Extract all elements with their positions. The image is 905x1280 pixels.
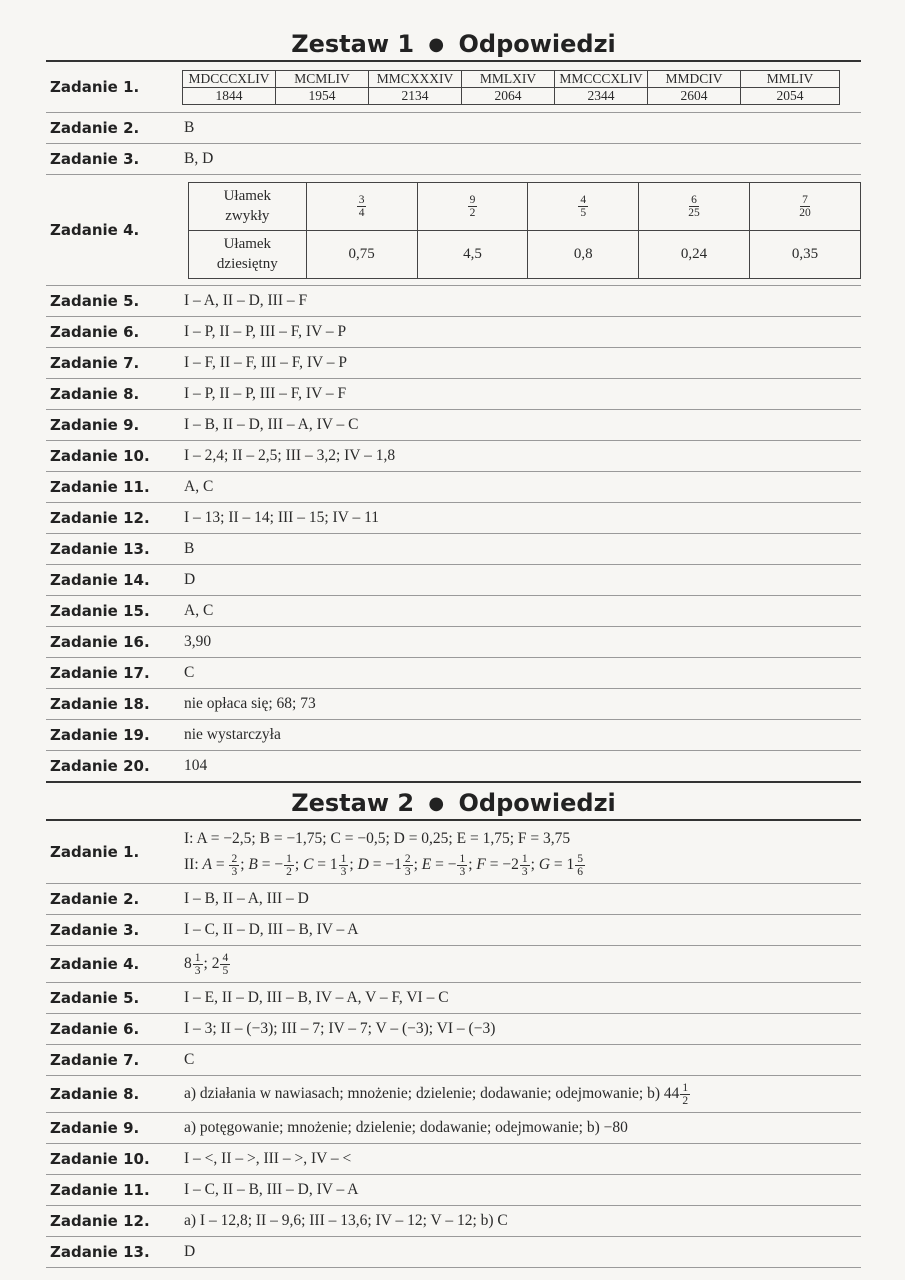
header-line: dziesiętny xyxy=(216,256,278,272)
task-answer: I – 3; II – (−3); III – 7; IV – 7; V – (−3); VI – (−3) xyxy=(184,1020,496,1037)
numerator: 1 xyxy=(340,852,347,865)
roman-row xyxy=(183,70,840,87)
task-label: Zadanie 7. xyxy=(50,354,140,372)
denominator: 2 xyxy=(682,1094,689,1107)
numerator: 7 xyxy=(802,193,808,206)
roman-cell: MMCCCXLIV xyxy=(555,70,648,87)
arabic-cell: 1954 xyxy=(276,87,369,104)
set2-task9-row xyxy=(46,1113,861,1144)
task-label: Zadanie 2. xyxy=(50,890,140,908)
numerator: 1 xyxy=(459,852,466,865)
denominator: 20 xyxy=(799,206,811,219)
task-answer: B xyxy=(184,119,195,136)
fraction xyxy=(575,853,585,878)
set2-task8-row xyxy=(46,1076,861,1113)
variable-name: E xyxy=(421,856,432,873)
fraction xyxy=(403,853,413,878)
set1-task7-row xyxy=(46,348,861,379)
task-answer: B xyxy=(184,540,195,557)
set2-task2-row xyxy=(46,884,861,915)
row-header xyxy=(189,182,307,230)
numerator: 5 xyxy=(577,852,584,865)
denominator: 2 xyxy=(469,206,476,219)
denominator: 3 xyxy=(194,964,201,977)
set1-task13-row xyxy=(46,534,861,565)
task-label: Zadanie 10. xyxy=(50,1150,150,1168)
whole-part: 2 xyxy=(211,954,220,972)
roman-cell: MDCCCXLIV xyxy=(183,70,276,87)
fraction-term: G = 1 $\frac{5}{6}$ xyxy=(538,852,584,878)
arabic-row xyxy=(183,87,840,104)
numerator: 4 xyxy=(222,951,229,964)
task-answer: a) potęgowanie; mnożenie; dzielenie; dodawanie; odejmowanie; b) −80 xyxy=(184,1119,628,1136)
set1-task4-row xyxy=(46,175,861,286)
numerator: 1 xyxy=(286,852,292,865)
task-answer: A, C xyxy=(184,478,214,495)
task-answer: I – F, II – F, III – F, IV – P xyxy=(184,354,348,371)
task-answer: 8 $\frac{1}{3}$ ; 2 $\frac{4}{5}$ xyxy=(184,951,229,977)
set2-task12-row xyxy=(46,1206,861,1237)
task-answer: D xyxy=(184,571,196,588)
task-label: Zadanie 17. xyxy=(50,664,150,682)
denominator: 3 xyxy=(404,865,411,878)
set1-title-text: Zestaw 1 xyxy=(291,30,415,58)
task-answer: I – C, II – B, III – D, IV – A xyxy=(184,1181,359,1198)
task-answer: I – P, II – P, III – F, IV – F xyxy=(184,385,347,402)
task-answer: I – <, II – >, III – >, IV – < xyxy=(184,1150,352,1167)
numerator: 2 xyxy=(404,852,411,865)
task-answer: I – 13; II – 14; III – 15; IV – 11 xyxy=(184,509,380,526)
task-label: Zadanie 11. xyxy=(50,1181,150,1199)
set2-task10-row xyxy=(46,1144,861,1175)
sign: − xyxy=(274,856,284,873)
numerator: 1 xyxy=(521,852,528,865)
bullet-icon: ● xyxy=(428,34,445,55)
sign: − xyxy=(385,856,395,873)
set2-task13-row xyxy=(46,1237,861,1268)
decimal-cell: 0,75 xyxy=(306,230,417,278)
numerator: 1 xyxy=(682,1081,689,1094)
header-line: Ułamek xyxy=(223,236,272,252)
fractions-table xyxy=(188,182,861,279)
decimal-fraction-row xyxy=(189,230,861,278)
set1-task12-row xyxy=(46,503,861,534)
task-answer: I – E, II – D, III – B, IV – A, V – F, VI – C xyxy=(184,989,449,1006)
roman-cell: MMLXIV xyxy=(462,70,555,87)
task-answer xyxy=(180,1082,691,1107)
task-label: Zadanie 13. xyxy=(50,1243,150,1261)
set1-task9-row xyxy=(46,410,861,441)
variable-name: A xyxy=(202,856,212,873)
denominator: 2 xyxy=(286,865,292,878)
roman-cell: MMCXXXIV xyxy=(369,70,462,87)
numerator: 3 xyxy=(358,193,365,206)
task-label: Zadanie 18. xyxy=(50,695,150,713)
set1-task18-row xyxy=(46,689,861,720)
row-header xyxy=(189,230,307,278)
fraction xyxy=(520,853,530,878)
task-answer: 104 xyxy=(184,757,208,774)
task-label: Zadanie 3. xyxy=(50,921,140,939)
fraction-term: E = − $\frac{1}{3}$ ; xyxy=(421,852,473,878)
denominator: 3 xyxy=(231,865,238,878)
task-label: Zadanie 19. xyxy=(50,726,150,744)
set2-task1-row xyxy=(46,821,861,884)
arabic-cell: 2054 xyxy=(741,87,840,104)
fraction-cell xyxy=(528,182,639,230)
task-label: Zadanie 8. xyxy=(50,1085,140,1103)
denominator: 5 xyxy=(580,206,587,219)
sign: − xyxy=(447,856,457,873)
denominator: 5 xyxy=(222,964,229,977)
fraction-cell xyxy=(639,182,750,230)
set1-task11-row xyxy=(46,472,861,503)
denominator: 25 xyxy=(688,206,700,219)
set1-task17-row xyxy=(46,658,861,689)
whole-part: 1 xyxy=(566,856,575,873)
arabic-cell: 2604 xyxy=(648,87,741,104)
set1-title-suffix: Odpowiedzi xyxy=(458,30,616,58)
task-label: Zadanie 6. xyxy=(50,1020,140,1038)
set2-task7-row xyxy=(46,1045,861,1076)
numerator: 9 xyxy=(469,193,476,206)
set2-title xyxy=(46,787,861,821)
task-answer: B, D xyxy=(184,150,214,167)
roman-cell: MMLIV xyxy=(741,70,840,87)
answer-line-2 xyxy=(184,852,586,878)
fraction-cell xyxy=(750,182,861,230)
arabic-cell: 2134 xyxy=(369,87,462,104)
task-answer: a) I – 12,8; II – 9,6; III – 13,6; IV – 12; V – 12; b) C xyxy=(184,1212,508,1229)
set1-task15-row xyxy=(46,596,861,627)
variable-name: F xyxy=(476,856,486,873)
variable-name: G xyxy=(538,856,551,873)
variable-name: B xyxy=(248,856,258,873)
set2-task11-row xyxy=(46,1175,861,1206)
task-answer: I – 2,4; II – 2,5; III – 3,2; IV – 1,8 xyxy=(184,447,396,464)
fraction-term: A = $\frac{2}{3}$ ; xyxy=(202,852,245,878)
denominator: 4 xyxy=(358,206,365,219)
numerator: 4 xyxy=(580,193,587,206)
decimal-cell: 4,5 xyxy=(417,230,528,278)
answer-key-page xyxy=(46,28,861,1268)
fraction-cell xyxy=(417,182,528,230)
whole-part: 1 xyxy=(394,856,402,873)
task-answer: 3,90 xyxy=(184,633,212,650)
task-answer: A, C xyxy=(184,602,214,619)
task-label: Zadanie 1. xyxy=(50,78,140,96)
set1-task1-row xyxy=(46,62,861,113)
set1-task2-row xyxy=(46,113,861,144)
header-line: zwykły xyxy=(225,208,270,224)
task-label: Zadanie 5. xyxy=(50,292,140,310)
task-label: Zadanie 9. xyxy=(50,1119,140,1137)
task-answer: I – P, II – P, III – F, IV – P xyxy=(184,323,347,340)
task-label: Zadanie 10. xyxy=(50,447,150,465)
fraction-cell xyxy=(306,182,417,230)
task-label: Zadanie 6. xyxy=(50,323,140,341)
task-label: Zadanie 2. xyxy=(50,119,140,137)
set1-task10-row xyxy=(46,441,861,472)
arabic-cell: 1844 xyxy=(183,87,276,104)
whole-part: 2 xyxy=(511,856,519,873)
header-line: Ułamek xyxy=(223,188,272,204)
fraction-term: F = −2 $\frac{1}{3}$ ; xyxy=(476,852,535,878)
task-label: Zadanie 13. xyxy=(50,540,150,558)
decimal-cell: 0,24 xyxy=(639,230,750,278)
answer-text: a) działania w nawiasach; mnożenie; dzielenie; dodawanie; odejmowanie; b) 44 xyxy=(184,1084,680,1102)
variable-name: C xyxy=(303,856,314,873)
set2-title-text: Zestaw 2 xyxy=(291,789,415,817)
denominator: 6 xyxy=(577,865,584,878)
task-label: Zadanie 12. xyxy=(50,509,150,527)
task-label: Zadanie 7. xyxy=(50,1051,140,1069)
set2-task3-row xyxy=(46,915,861,946)
roman-cell: MMDCIV xyxy=(648,70,741,87)
fraction xyxy=(457,853,467,878)
variable-name: D xyxy=(357,856,369,873)
task-answer: I – B, II – D, III – A, IV – C xyxy=(184,416,359,433)
common-fraction-row xyxy=(189,182,861,230)
whole-part: 1 xyxy=(329,856,338,873)
fraction-term: D = −1 $\frac{2}{3}$ ; xyxy=(357,852,418,878)
decimal-cell: 0,35 xyxy=(750,230,861,278)
set1-task19-row xyxy=(46,720,861,751)
fraction-term: B = − $\frac{1}{2}$ ; xyxy=(248,852,300,878)
set2-task6-row xyxy=(46,1014,861,1045)
task-answer: D xyxy=(184,1243,196,1260)
set1-task8-row xyxy=(46,379,861,410)
roman-cell: MCMLIV xyxy=(276,70,369,87)
set1-task14-row xyxy=(46,565,861,596)
task-answer: I – B, II – A, III – D xyxy=(184,890,309,907)
task-label: Zadanie 16. xyxy=(50,633,150,651)
task-label: Zadanie 3. xyxy=(50,150,140,168)
fraction xyxy=(339,853,349,878)
line-prefix: II: xyxy=(184,856,199,873)
fraction-term: C = 1 $\frac{1}{3}$ ; xyxy=(303,852,354,878)
task-label: Zadanie 1. xyxy=(50,843,140,861)
task-label: Zadanie 9. xyxy=(50,416,140,434)
task-label: Zadanie 4. xyxy=(50,221,140,239)
task-answer: I – C, II – D, III – B, IV – A xyxy=(184,921,359,938)
roman-numerals-table xyxy=(182,70,840,105)
task-label: Zadanie 12. xyxy=(50,1212,150,1230)
set2-task4-row xyxy=(46,946,861,983)
denominator: 3 xyxy=(340,865,347,878)
set1-task16-row xyxy=(46,627,861,658)
task-answer: C xyxy=(184,664,195,681)
task-answer: nie wystarczyła xyxy=(184,726,281,743)
denominator: 3 xyxy=(459,865,466,878)
task-label: Zadanie 5. xyxy=(50,989,140,1007)
task-answer: C xyxy=(184,1051,195,1068)
arabic-cell: 2344 xyxy=(555,87,648,104)
set1-task3-row xyxy=(46,144,861,175)
numerator: 1 xyxy=(194,951,201,964)
decimal-cell: 0,8 xyxy=(528,230,639,278)
task-label: Zadanie 4. xyxy=(50,955,140,973)
whole-part: 8 xyxy=(184,954,192,972)
task-answer xyxy=(180,826,586,878)
task-answer: nie opłaca się; 68; 73 xyxy=(184,695,316,712)
fraction xyxy=(284,853,294,878)
numerator: 6 xyxy=(691,193,697,206)
set1-task5-row xyxy=(46,286,861,317)
task-answer: I – A, II – D, III – F xyxy=(184,292,308,309)
task-label: Zadanie 15. xyxy=(50,602,150,620)
sign: − xyxy=(502,856,512,873)
set1-task20-row xyxy=(46,751,861,783)
denominator: 3 xyxy=(521,865,528,878)
answer-line-1: I: A = −2,5; B = −1,75; C = −0,5; D = 0,25; E = 1,75; F = 3,75 xyxy=(184,830,571,847)
set1-task6-row xyxy=(46,317,861,348)
task-label: Zadanie 14. xyxy=(50,571,150,589)
set2-task5-row xyxy=(46,983,861,1014)
bullet-icon: ● xyxy=(428,793,445,814)
set1-title xyxy=(46,28,861,62)
arabic-cell: 2064 xyxy=(462,87,555,104)
numerator: 2 xyxy=(231,852,238,865)
set2-title-suffix: Odpowiedzi xyxy=(458,789,616,817)
task-label: Zadanie 11. xyxy=(50,478,150,496)
task-label: Zadanie 8. xyxy=(50,385,140,403)
fraction xyxy=(229,853,239,878)
task-label: Zadanie 20. xyxy=(50,757,150,775)
